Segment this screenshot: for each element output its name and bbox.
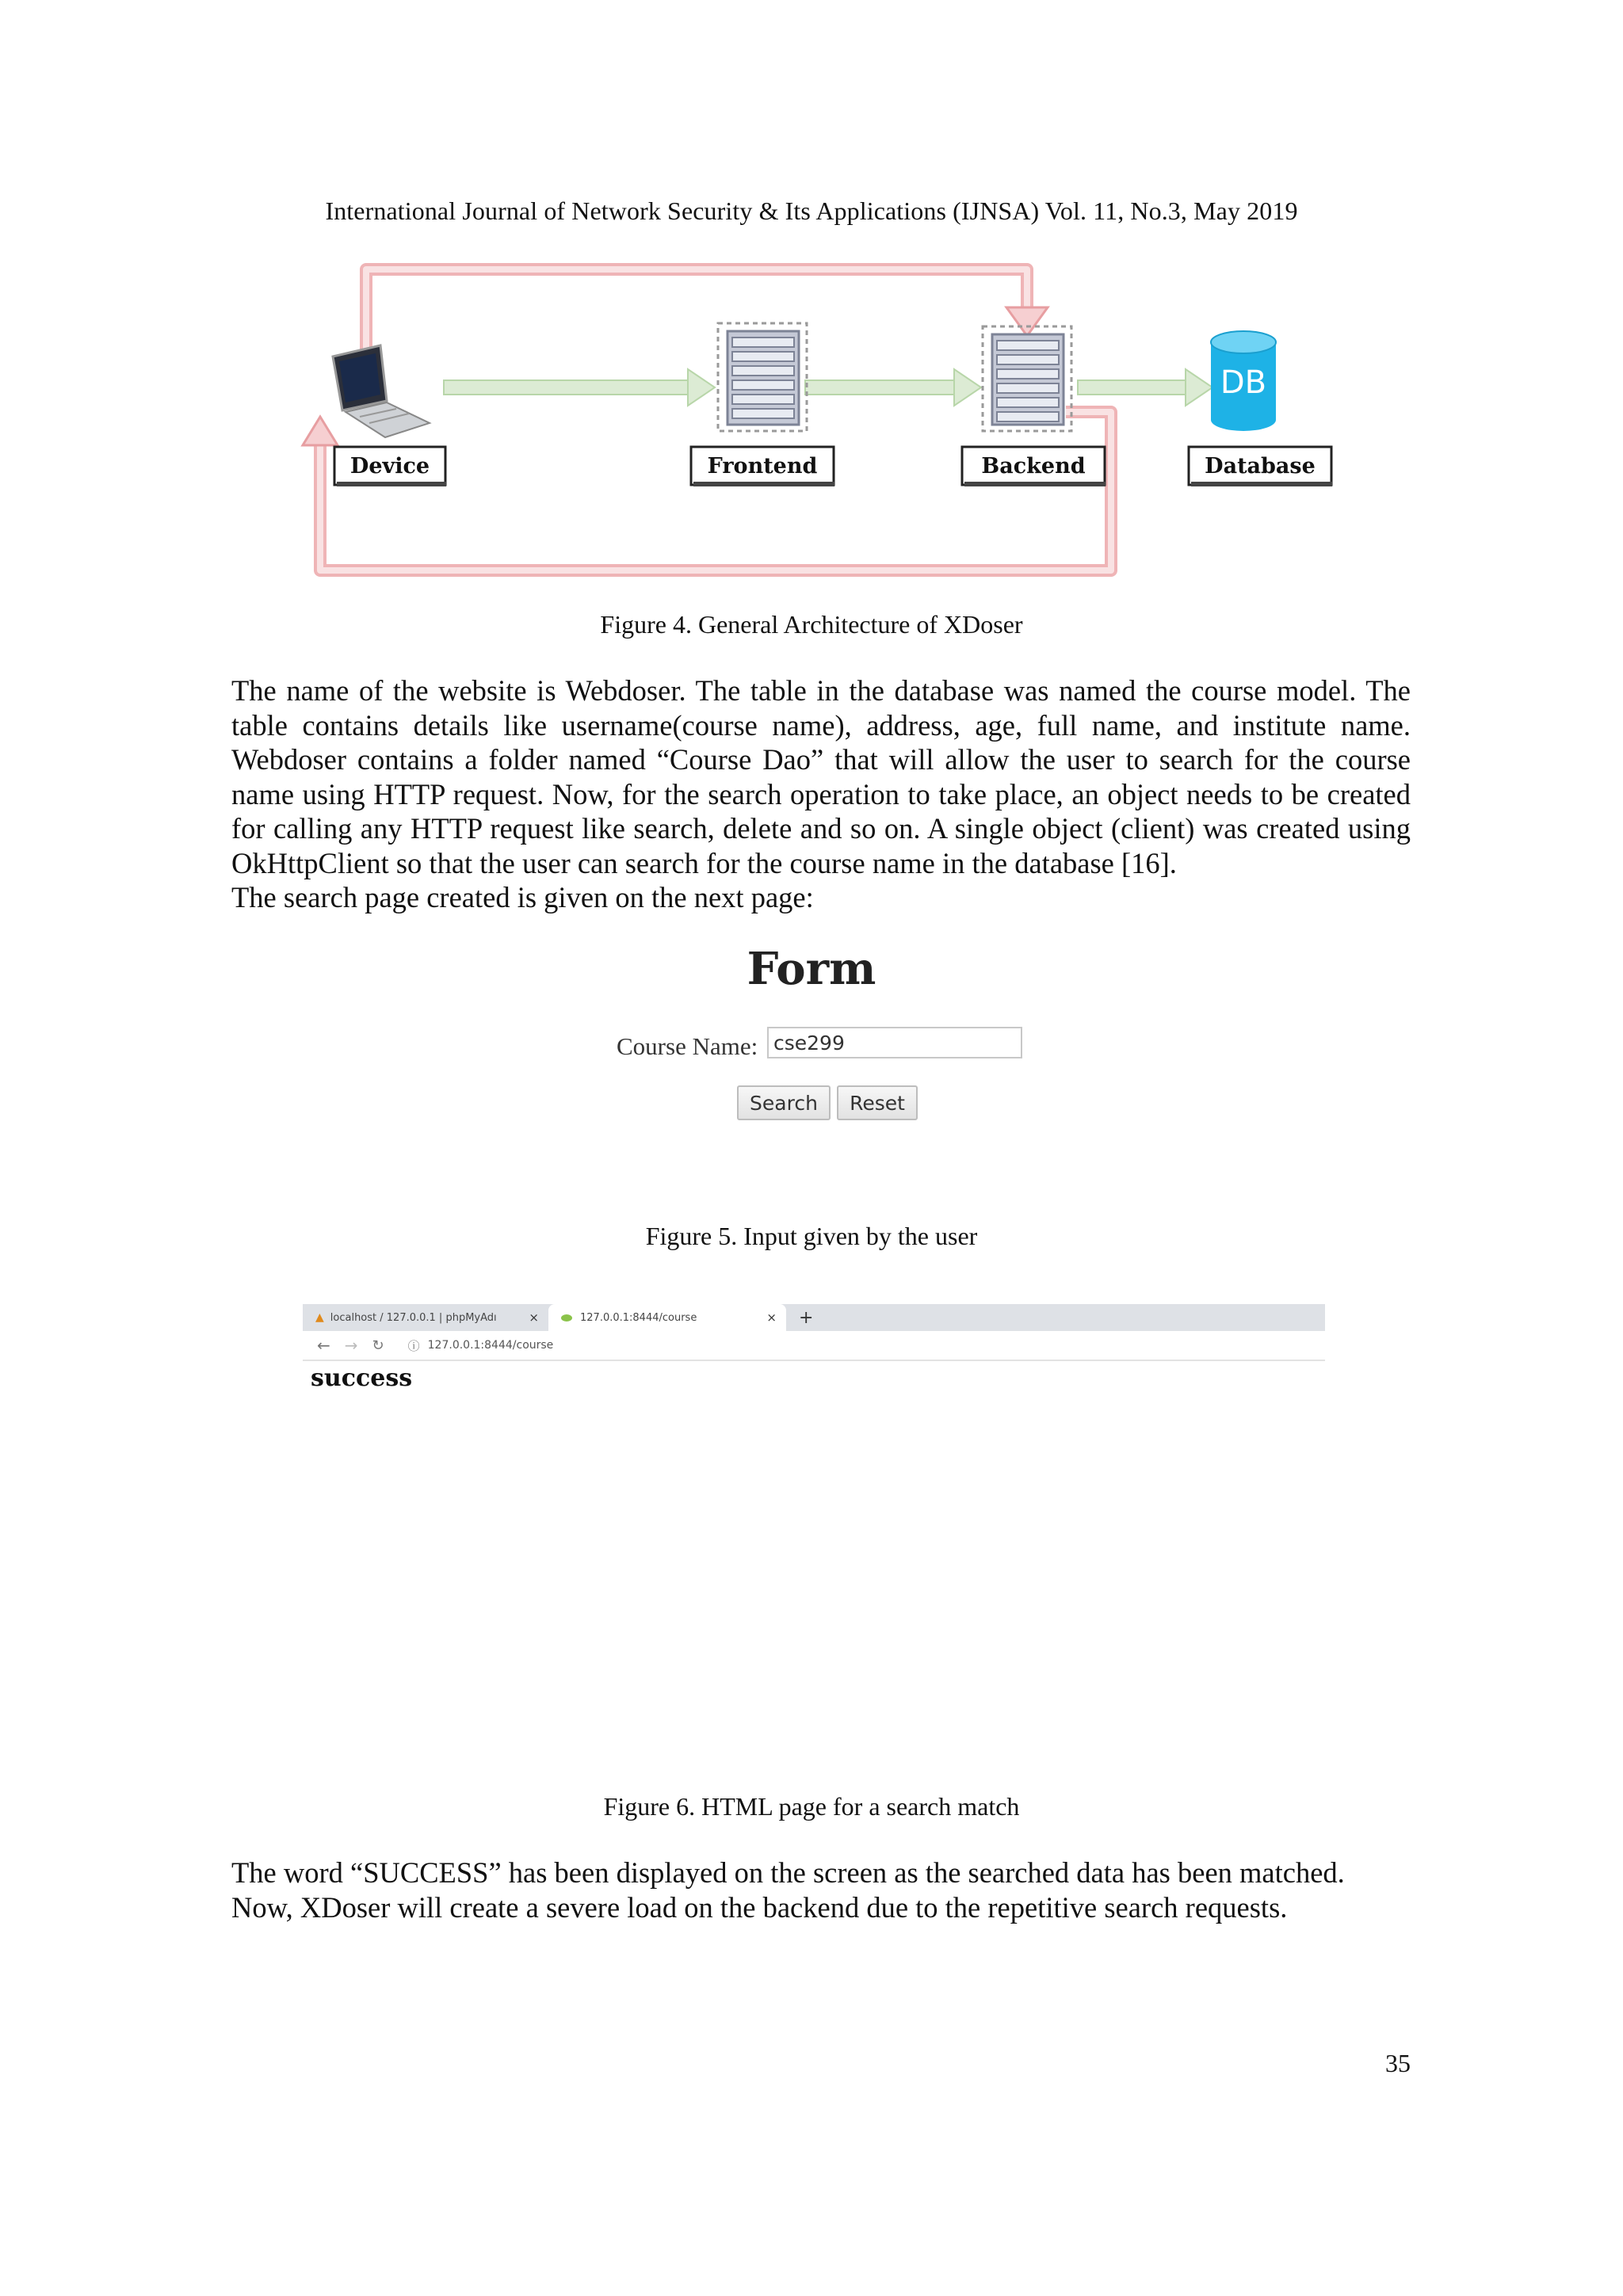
laptop-icon — [333, 345, 430, 437]
search-button[interactable]: Search — [737, 1085, 831, 1120]
database-label: Database — [1205, 454, 1316, 479]
reload-icon[interactable]: ↻ — [372, 1337, 384, 1354]
forward-arrow-icon[interactable]: → — [344, 1336, 358, 1355]
request-loop-arrow — [366, 269, 1048, 372]
form-title: Form — [747, 943, 876, 995]
running-header: International Journal of Network Security & Its Applications (IJNSA) Vol. 11, No.3, May 2019 — [325, 196, 1298, 225]
browser-toolbar — [303, 1331, 1325, 1361]
info-icon: ⓘ — [407, 1338, 420, 1353]
backend-label: Backend — [981, 454, 1086, 479]
tab-phpmyadmin[interactable] — [303, 1304, 548, 1331]
figure5-caption: Figure 5. Input given by the user — [645, 1222, 978, 1250]
address-bar[interactable] — [408, 1337, 554, 1354]
tab-phpmyadmin-title: localhost / 127.0.0.1 | phpMyAdı — [330, 1311, 497, 1324]
response-loop-arrow — [303, 412, 1111, 570]
device-node — [334, 447, 446, 486]
close-icon[interactable]: × — [766, 1310, 777, 1325]
course-name-label: Course Name: — [617, 1032, 758, 1060]
flow-arrow-frontend-backend — [805, 369, 981, 406]
paragraph-1-text: The name of the website is Webdoser. The table in the database was named the course model. The table contains details like username(course name), address, age, full name, and institute name. Webdoser contains a folder named “Course Dao” that will allow the user to search for the course name using HTTP request. Now, for the search operation to take place, an object needs to be created for calling any HTTP request like search, delete and so on. A single object (client) was created using OkHttpClient so that the user can search for the course name in the database [16]. — [231, 674, 1411, 879]
course-name-input[interactable]: cse299 — [767, 1027, 1022, 1058]
body-paragraph-1 — [231, 673, 1411, 915]
paragraph-2-last-line: Now, XDoser will create a severe load on the backend due to the repetitive search requests. — [231, 1890, 1288, 1924]
architecture-diagram — [293, 254, 1347, 594]
frontend-server-icon — [718, 323, 807, 431]
flow-arrow-backend-database — [1078, 369, 1212, 406]
figure4-caption: Figure 4. General Architecture of XDoser — [600, 610, 1023, 639]
database-icon — [1211, 331, 1276, 431]
figure6-caption: Figure 6. HTML page for a search match — [603, 1792, 1020, 1821]
close-icon[interactable]: × — [529, 1310, 539, 1325]
sailboat-icon: ▲ — [315, 1311, 324, 1324]
browser-window — [303, 1304, 1325, 1361]
body-paragraph-2 — [231, 1855, 1411, 1924]
paragraph-1-last-line: The search page created is given on the next page: — [231, 881, 814, 913]
leaf-icon — [561, 1314, 572, 1322]
frontend-label: Frontend — [707, 454, 818, 479]
page-number: 35 — [1385, 2049, 1411, 2077]
frontend-node — [691, 447, 834, 486]
paragraph-2-text: The word “SUCCESS” has been displayed on the screen as the searched data has been matched. — [231, 1856, 1345, 1889]
database-node — [1189, 447, 1332, 486]
device-label: Device — [349, 454, 430, 479]
new-tab-button[interactable]: + — [799, 1307, 814, 1328]
tab-course[interactable] — [548, 1304, 786, 1331]
tab-strip — [303, 1304, 1325, 1331]
flow-arrow-device-frontend — [444, 369, 715, 406]
db-icon-label: DB — [1220, 364, 1267, 401]
backend-node — [962, 447, 1106, 486]
tab-course-title: 127.0.0.1:8444/course — [580, 1311, 697, 1324]
address-bar-url: 127.0.0.1:8444/course — [427, 1339, 554, 1352]
back-arrow-icon[interactable]: ← — [317, 1336, 330, 1355]
backend-server-icon — [983, 326, 1071, 431]
reset-button[interactable]: Reset — [837, 1085, 918, 1120]
success-text: success — [311, 1364, 413, 1392]
